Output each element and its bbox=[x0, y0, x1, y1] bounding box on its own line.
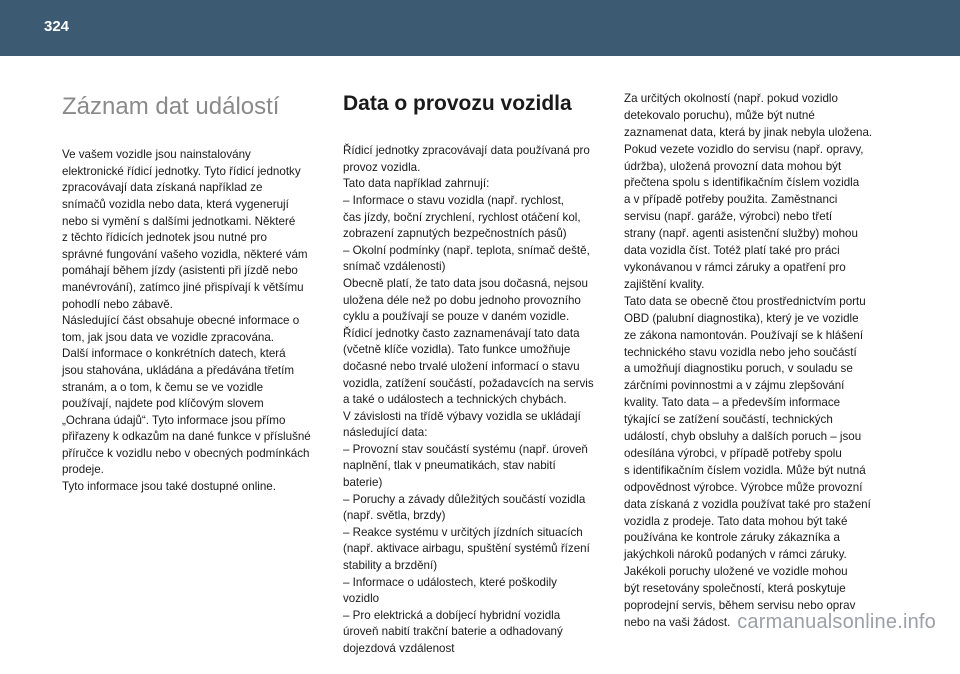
site-watermark: carmanualsonline.info bbox=[737, 611, 936, 633]
section-body-event-data: Ve vašem vozidle jsou nainstalovány elektronické řídicí jednotky. Tyto řídicí jednotky zpracovávají data získaná například ze snímačů vozidla nebo data, která vygenerují nebo si vymění s dalšími jednotkami. Některé z těchto řídicích jednotek jsou nutné pro správné fungování vašeho vozidla, některé vám pomáhají během jízdy (asistenti při jízdě nebo manévrování), zatímco jiné přispívají k většímu pohodlí nebo zábavě. Následující část obsahuje obecné informace o tom, jak jsou data ve vozidle zpracována. Další informace o konkrétních datech, která jsou stahována, ukládána a předávána třetím stranám, a o tom, k čemu se ve vozidle používají, najdete pod klíčovým slovem „Ochrana údajů“. Tyto informace jsou přímo přiřazeny k odkazům na dané funkce v příslušné příručce k vozidlu nebo v obecných podmínkách prodeje. Tyto informace jsou také dostupné online. bbox=[62, 148, 311, 494]
column-vehicle-operation-data bbox=[343, 68, 606, 674]
section-body-operation-data: Řídicí jednotky zpracovávají data používaná pro provoz vozidla. Tato data například zahrnují: – Informace o stavu vozidla (např. rychlost, čas jízdy, boční zrychlení, rychlost otáčení kol, zobrazení zapnutých bezpečnostních pásů) – Okolní podmínky (např. teplota, snímač deště, snímač vzdálenosti) Obecně platí, že tato data jsou dočasná, nejsou uložena déle než po dobu jednoho provozního cyklu a používají se pouze v daném vozidle. Řídicí jednotky často zaznamenávají tato data (včetně klíče vozidla). Tato funkce umožňuje dočasné nebo trvalé uložení informací o stavu vozidla, zatížení součástí, požadavcích na servis a také o událostech a technických chybách. V závislosti na třídě výbavy vozidla se ukládají následující data: – Provozní stav součástí systému (např. úroveň naplnění, tlak v pneumatikách, stav nabití baterie) – Poruchy a závady důležitých součástí vozidla (např. světla, brzdy) – Reakce systému v určitých jízdních situacích (např. aktivace airbagu, spuštění systémů řízení stability a brzdění) – Informace o událostech, které poškodily vozidlo – Pro elektrická a dobíjecí hybridní vozidla úroveň nabití trakční baterie a odhadovaný dojezdová vzdálenost bbox=[343, 144, 594, 655]
column-event-data-recording bbox=[62, 68, 328, 512]
page-header-bar bbox=[0, 0, 960, 56]
section-title-event-data: Záznam dat událostí bbox=[62, 92, 280, 120]
column-continued-text bbox=[624, 74, 904, 649]
section-body-continued: Za určitých okolností (např. pokud vozidlo detekovalo poruchu), může být nutné zaznamenat data, která by jinak nebyla uložena. Pokud vezete vozidlo do servisu (např. opravy, údržba), uložená provozní data mohou být přečtena spolu s identifikačním číslem vozidla a v případě potřeby použita. Zaměstnanci servisu (např. garáže, výrobci) nebo třetí strany (např. agenti asistenční služby) mohou data vozidla číst. Totéž platí také pro práci vykonávanou v rámci záruky a opatření pro zajištění kvality. Tato data se obecně čtou prostřednictvím portu OBD (palubní diagnostika), který je ve vozidle ze zákona namontován. Používají se k hlášení technického stavu vozidla nebo jeho součástí a umožňují diagnostiku poruch, v souladu se zárčními povinnostmi a v zájmu zlepšování kvality. Tato data – a především informace týkající se zatížení součástí, technických událostí, chyb obsluhy a dalších poruch – jsou odesílána výrobci, v případě potřeby spolu s identifikačním číslem vozidla. Může být nutná odpovědnost výrobce. Výrobce může provozní data získaná z vozidla používat také pro stažení vozidla z prodeje. Tato data mohou být také používána ke kontrole záruky zákazníka a jakýchkoli nároků podaných v rámci záruky. Jakékoli poruchy uložené ve vozidle mohou být resetovány společností, která poskytuje poprodejní servis, během servisu nebo oprav nebo na vaši žádost. bbox=[624, 91, 873, 629]
section-title-operation-data: Data o provozu vozidla bbox=[343, 91, 572, 115]
page-number: 324 bbox=[44, 18, 70, 35]
